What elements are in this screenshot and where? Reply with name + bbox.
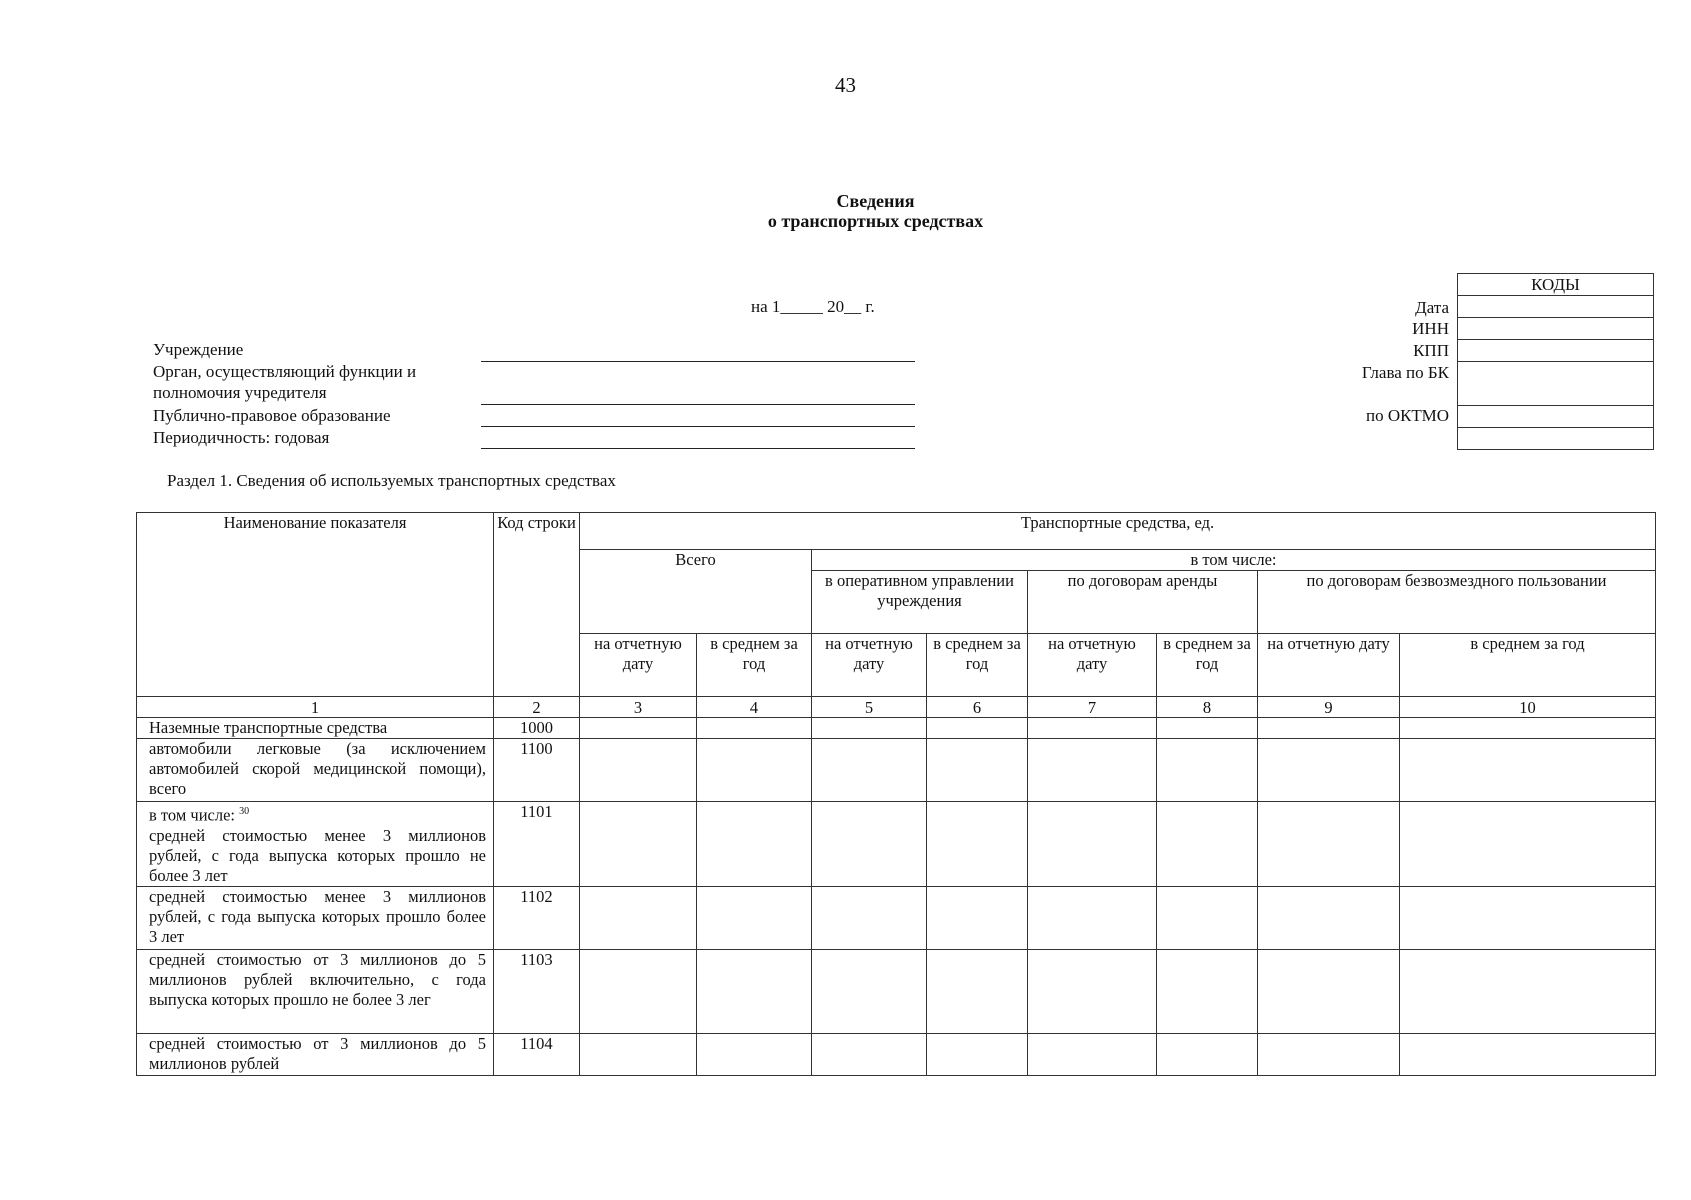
field-label-public-entity: Публично-правовое образование: [153, 406, 391, 425]
field-line-institution[interactable]: [481, 361, 915, 362]
data-cell[interactable]: [927, 739, 1028, 802]
data-cell[interactable]: [812, 949, 927, 1033]
code-cell-budget-chapter[interactable]: [1458, 362, 1654, 406]
header-including: в том числе:: [812, 550, 1656, 571]
data-cell[interactable]: [1157, 949, 1258, 1033]
col-number: 7: [1028, 697, 1157, 718]
data-cell[interactable]: [1028, 718, 1157, 739]
data-cell[interactable]: [1157, 718, 1258, 739]
data-cell[interactable]: [1258, 802, 1400, 887]
col-number: 6: [927, 697, 1028, 718]
row-code: 1102: [494, 886, 580, 949]
field-label-institution: Учреждение: [153, 340, 244, 359]
field-line-public-entity[interactable]: [481, 426, 915, 427]
table-row: [137, 949, 1656, 1033]
data-cell[interactable]: [1157, 802, 1258, 887]
table-row: [137, 718, 1656, 739]
data-cell[interactable]: [1258, 739, 1400, 802]
data-cell[interactable]: [812, 886, 927, 949]
subheader-total-date: на отчетную дату: [580, 634, 697, 697]
data-cell[interactable]: [927, 1033, 1028, 1075]
data-cell[interactable]: [1028, 739, 1157, 802]
code-cell-extra[interactable]: [1458, 428, 1654, 450]
data-cell[interactable]: [1028, 802, 1157, 887]
row-code: 1100: [494, 739, 580, 802]
field-line-founder[interactable]: [481, 404, 915, 405]
code-cell-kpp[interactable]: [1458, 340, 1654, 362]
data-cell[interactable]: [1400, 802, 1656, 887]
data-cell[interactable]: [1400, 949, 1656, 1033]
data-cell[interactable]: [1028, 949, 1157, 1033]
data-cell[interactable]: [812, 718, 927, 739]
code-cell-date[interactable]: [1458, 296, 1654, 318]
data-cell[interactable]: [580, 802, 697, 887]
data-cell[interactable]: [927, 949, 1028, 1033]
subheader-lease-avg: в среднем за год: [1157, 634, 1258, 697]
data-cell[interactable]: [580, 718, 697, 739]
data-cell[interactable]: [1258, 718, 1400, 739]
document-subtitle: о транспортных средствах: [767, 211, 984, 231]
header-name: Наименование показателя: [137, 513, 494, 697]
data-cell[interactable]: [1157, 739, 1258, 802]
table-row: [137, 802, 1656, 887]
row-name: средней стоимостью менее 3 миллионов рублей, с года выпуска которых прошло не более 3 лет: [149, 825, 486, 885]
data-cell[interactable]: [697, 802, 812, 887]
data-cell[interactable]: [1400, 1033, 1656, 1075]
row-name-with-prefix: [137, 802, 494, 887]
page-number: 43: [835, 73, 856, 97]
codes-label-date: Дата: [1415, 298, 1449, 317]
data-cell[interactable]: [927, 802, 1028, 887]
code-cell-inn[interactable]: [1458, 318, 1654, 340]
header-transport: Транспортные средства, ед.: [580, 513, 1656, 550]
data-cell[interactable]: [697, 949, 812, 1033]
table-row: [137, 886, 1656, 949]
data-cell[interactable]: [1258, 949, 1400, 1033]
row-name: средней стоимостью от 3 миллионов до 5 миллионов рублей включительно, с года выпуска которых прошло не более 3 лег: [137, 949, 494, 1033]
col-number: 5: [812, 697, 927, 718]
data-cell[interactable]: [1400, 739, 1656, 802]
row-code: 1101: [494, 802, 580, 887]
row-code: 1103: [494, 949, 580, 1033]
codes-label-kpp: КПП: [1413, 341, 1449, 360]
subheader-total-avg: в среднем за год: [697, 634, 812, 697]
row-name: средней стоимостью от 3 миллионов до 5 миллионов рублей: [137, 1033, 494, 1075]
document-title: Сведения: [836, 191, 915, 211]
data-cell[interactable]: [1157, 886, 1258, 949]
col-number: 9: [1258, 697, 1400, 718]
data-cell[interactable]: [927, 886, 1028, 949]
subheader-free-avg: в среднем за год: [1400, 634, 1656, 697]
col-number: 3: [580, 697, 697, 718]
data-cell[interactable]: [1258, 1033, 1400, 1075]
row-name: Наземные транспортные средства: [137, 718, 494, 739]
data-cell[interactable]: [580, 1033, 697, 1075]
field-label-founder: Орган, осуществляющий функции и полномочия учредителя: [153, 362, 417, 402]
codes-label-budget-chapter: Глава по БК: [1361, 363, 1449, 382]
subheader-lease-date: на отчетную дату: [1028, 634, 1157, 697]
field-label-periodicity: Периодичность: годовая: [153, 428, 330, 447]
data-cell[interactable]: [1400, 886, 1656, 949]
data-cell[interactable]: [812, 739, 927, 802]
data-cell[interactable]: [697, 1033, 812, 1075]
header-lease: по договорам аренды: [1028, 571, 1258, 634]
row-code: 1000: [494, 718, 580, 739]
col-number: 10: [1400, 697, 1656, 718]
data-cell[interactable]: [580, 949, 697, 1033]
header-operative-management: в оперативном управлении учреждения: [812, 571, 1028, 634]
table-row: [137, 1033, 1656, 1075]
data-cell[interactable]: [1400, 718, 1656, 739]
codes-label-oktmo: по ОКТМО: [1365, 406, 1449, 425]
data-cell[interactable]: [697, 718, 812, 739]
col-number: 4: [697, 697, 812, 718]
row-name: средней стоимостью менее 3 миллионов рублей, с года выпуска которых прошло более 3 лет: [137, 886, 494, 949]
table-row: [137, 739, 1656, 802]
field-line-periodicity[interactable]: [481, 448, 915, 449]
subheader-free-date: на отчетную дату: [1258, 634, 1400, 697]
col-number: 8: [1157, 697, 1258, 718]
subheader-operative-date: на отчетную дату: [812, 634, 927, 697]
row-name: автомобили легковые (за исключением автомобилей скорой медицинской помощи), всего: [137, 739, 494, 802]
data-cell[interactable]: [697, 886, 812, 949]
col-number: 1: [137, 697, 494, 718]
data-cell[interactable]: [927, 718, 1028, 739]
data-cell[interactable]: [580, 739, 697, 802]
header-free-use: по договорам безвозмездного пользовании: [1258, 571, 1656, 634]
code-cell-oktmo[interactable]: [1458, 406, 1654, 428]
transport-table: [136, 512, 1656, 1076]
data-cell[interactable]: [1028, 886, 1157, 949]
header-code: Код строки: [494, 513, 580, 697]
row-code: 1104: [494, 1033, 580, 1075]
header-total: Всего: [580, 550, 812, 634]
data-cell[interactable]: [1258, 886, 1400, 949]
footnote-marker: 30: [239, 806, 250, 817]
data-cell[interactable]: [697, 739, 812, 802]
report-date-line: на 1_____ 20__ г.: [751, 297, 875, 316]
data-cell[interactable]: [812, 1033, 927, 1075]
data-cell[interactable]: [580, 886, 697, 949]
subheader-operative-avg: в среднем за год: [927, 634, 1028, 697]
codes-label-inn: ИНН: [1412, 319, 1449, 338]
data-cell[interactable]: [812, 802, 927, 887]
section-title: Раздел 1. Сведения об используемых транспортных средствах: [167, 471, 616, 490]
col-number: 2: [494, 697, 580, 718]
data-cell[interactable]: [1157, 1033, 1258, 1075]
codes-header: КОДЫ: [1458, 274, 1654, 296]
row-prefix: в том числе:: [149, 805, 236, 825]
data-cell[interactable]: [1028, 1033, 1157, 1075]
codes-box: [1457, 273, 1654, 450]
